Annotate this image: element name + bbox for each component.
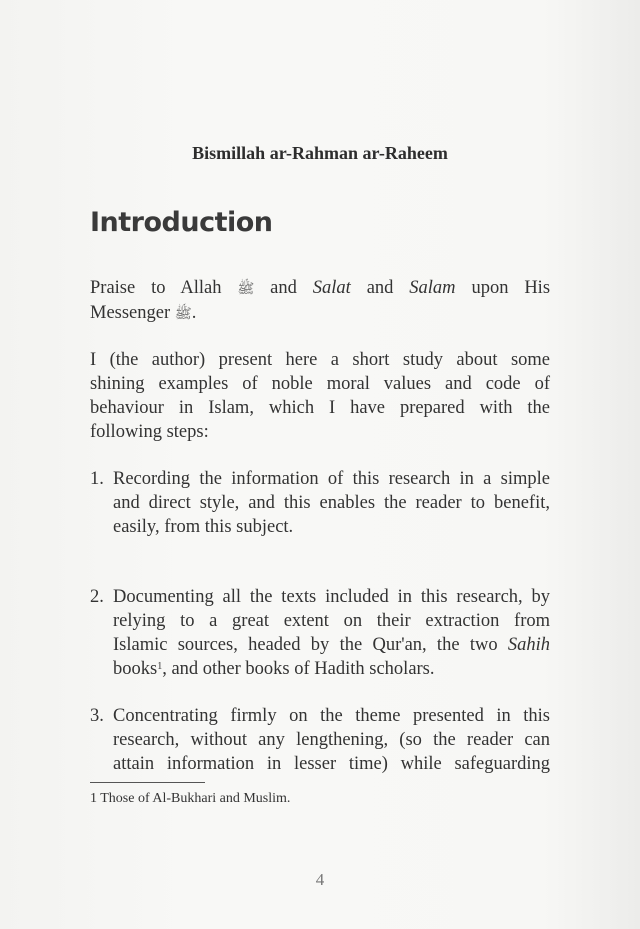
- list-number: 3.: [90, 706, 104, 726]
- footnote-divider: [90, 782, 205, 783]
- text-span: Messenger: [90, 303, 171, 323]
- paragraph-line: shining examples of noble moral values and code of: [90, 374, 550, 394]
- paragraph-line: [90, 301, 550, 326]
- footnote-text: 1 Those of Al-Bukhari and Muslim.: [90, 791, 291, 806]
- list-number: 2.: [90, 587, 104, 607]
- list-line: Recording the information of this research in a simple: [113, 469, 550, 489]
- italic-term: Salam: [409, 278, 456, 298]
- italic-term: Sahih: [507, 635, 551, 655]
- text-span: books: [113, 659, 158, 679]
- text-span: and: [270, 278, 297, 298]
- text-span: Praise to Allah: [90, 278, 222, 298]
- paragraph-intro-study: [90, 348, 550, 444]
- list-line: Concentrating firmly on the theme presented in this: [113, 706, 550, 726]
- list-number: 1.: [90, 469, 104, 489]
- bismillah-heading: Bismillah ar-Rahman ar-Raheem: [192, 143, 448, 163]
- list-item-body: [113, 704, 550, 776]
- list-line: [113, 657, 550, 681]
- list-line: [113, 633, 550, 657]
- footnote-reference[interactable]: 1: [157, 661, 163, 672]
- list-line: Documenting all the texts included in this research, by: [113, 587, 550, 607]
- paragraph-praise: [90, 276, 550, 326]
- text-span: , and other books of Hadith scholars.: [162, 659, 435, 679]
- chapter-title: Introduction: [90, 207, 273, 238]
- honorific-glyph-icon: ﷺ: [237, 281, 255, 297]
- text-span: and: [366, 278, 394, 298]
- list-line: and direct style, and this enables the reader to benefit,: [113, 493, 550, 513]
- honorific-glyph-icon: ﷺ: [174, 306, 192, 322]
- text-span: .: [191, 303, 197, 323]
- list-line: easily, from this subject.: [113, 517, 294, 537]
- paragraph-line: behaviour in Islam, which I have prepared with the: [90, 398, 550, 418]
- list-item-body: [113, 585, 550, 681]
- list-line: attain information in lesser time) while safeguarding: [113, 754, 550, 774]
- paragraph-line: I (the author) present here a short study about some: [90, 350, 550, 370]
- paragraph-line: [90, 276, 550, 301]
- list-item-body: [113, 467, 550, 539]
- italic-term: Salat: [312, 278, 351, 298]
- text-span: upon His: [471, 278, 551, 298]
- text-span: Islamic sources, headed by the Qur'an, the two: [113, 635, 498, 655]
- list-line: research, without any lengthening, (so the reader can: [113, 730, 550, 750]
- paragraph-line: following steps:: [90, 422, 209, 442]
- list-line: relying to a great extent on their extraction from: [113, 611, 550, 631]
- page-number: 4: [315, 870, 325, 889]
